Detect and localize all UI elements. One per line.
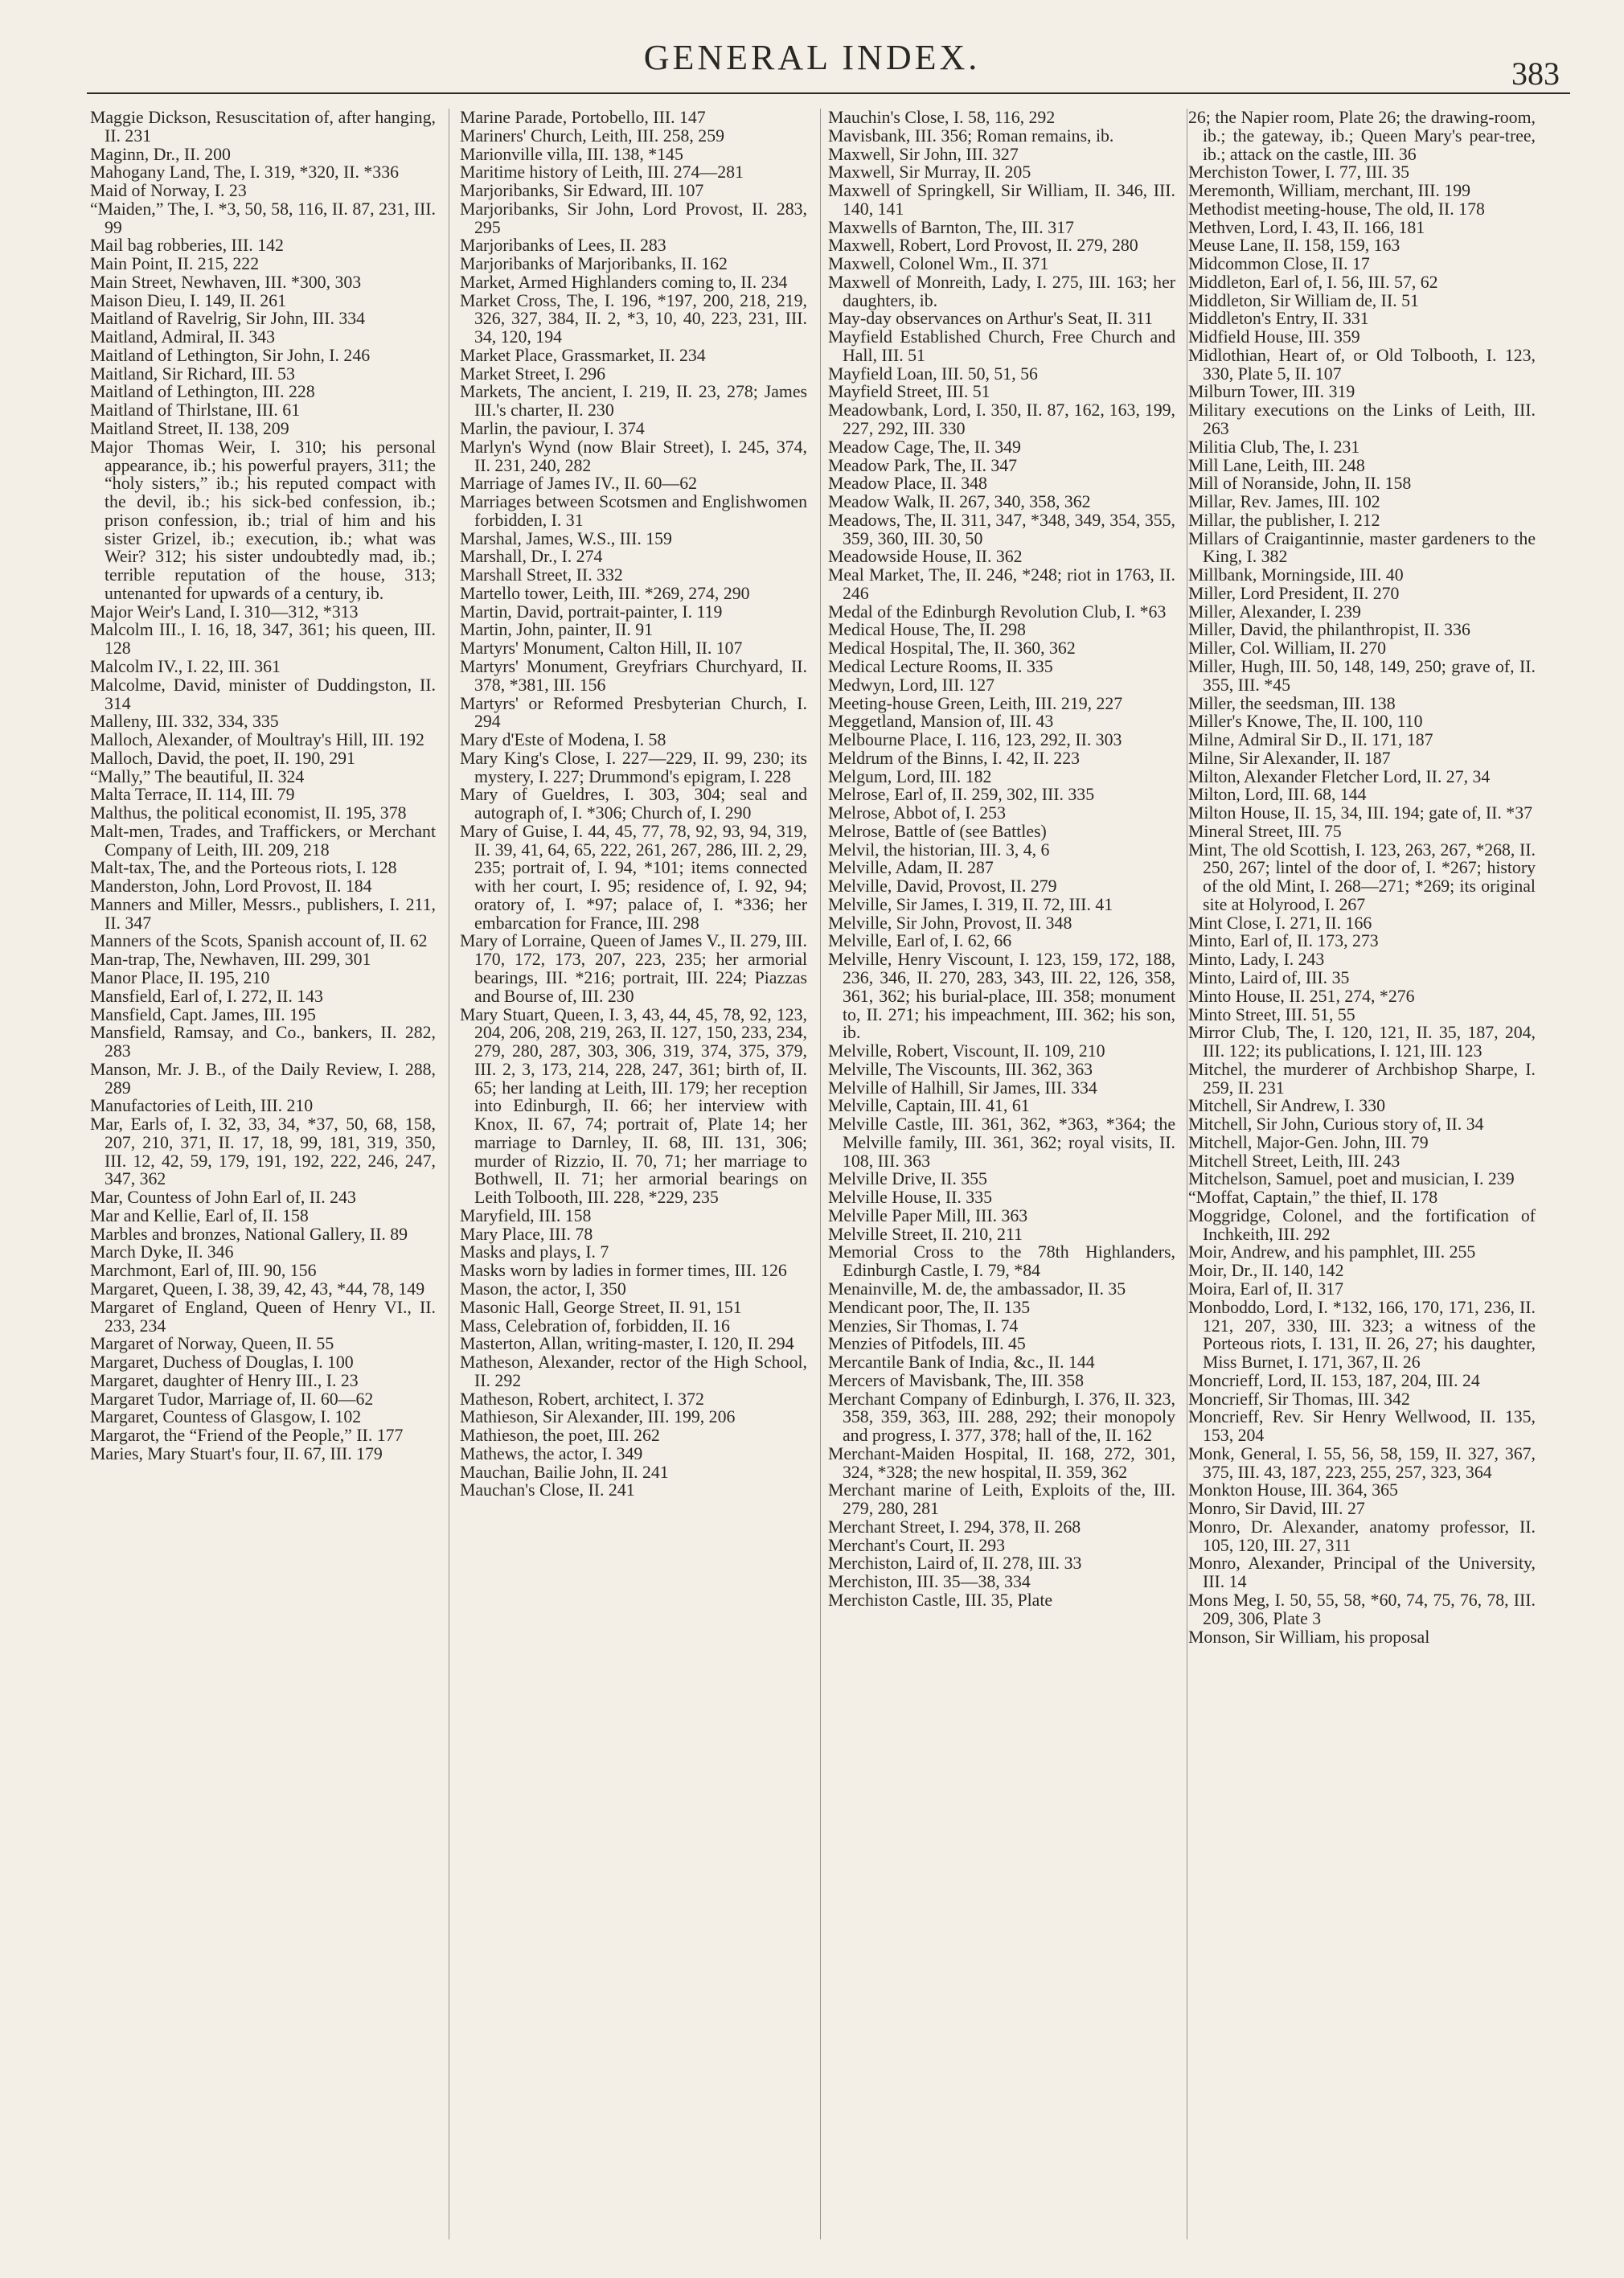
- index-entry: Margaret of England, Queen of Henry VI., II. 233, 234: [90, 1297, 436, 1336]
- index-entry: Melbourne Place, I. 116, 123, 292, II. 303: [828, 730, 1122, 750]
- index-entry: Mitchell, Sir Andrew, I. 330: [1188, 1096, 1385, 1116]
- index-entry: Miller, Hugh, III. 50, 148, 149, 250; grave of, II. 355, III. *45: [1188, 656, 1536, 695]
- index-entry: Margaret Tudor, Marriage of, II. 60—62: [90, 1389, 374, 1409]
- index-entry: Mariners' Church, Leith, III. 258, 259: [460, 125, 724, 146]
- index-entry: Melville, Sir James, I. 319, II. 72, III. 41: [828, 894, 1113, 914]
- index-entry: Marjoribanks of Lees, II. 283: [460, 236, 666, 256]
- index-entry: Medical Lecture Rooms, II. 335: [828, 656, 1053, 676]
- index-entry: Martyrs' Monument, Calton Hill, II. 107: [460, 638, 743, 659]
- index-entry: Major Thomas Weir, I. 310; his personal appearance, ib.; his powerful prayers, 311; the “holy sisters,” ib.; his reputed compact with the devil, ib.; his sick-bed confession, ib.; prison confession, ib.; trial of him and his sister Grizel, ib.; execution, ib.; what was Weir? 312; his sister undoubtedly mad, ib.; terrible reputation of the house, 313; untenanted for upwards of a century, ib.: [90, 437, 436, 603]
- index-entry: Maginn, Dr., II. 200: [90, 144, 231, 164]
- index-entry: Miller, Col. William, II. 270: [1188, 638, 1387, 659]
- index-entry: Margarot, the “Friend of the People,” II. 177: [90, 1426, 404, 1446]
- index-entry: Mail bag robberies, III. 142: [90, 236, 284, 256]
- index-entry: Main Street, Newhaven, III. *300, 303: [90, 272, 362, 292]
- index-entry: Militia Club, The, I. 231: [1188, 437, 1360, 457]
- index-entry: Maxwell, Robert, Lord Provost, II. 279, 280: [828, 236, 1138, 256]
- index-entry: Milton, Alexander Fletcher Lord, II. 27, 34: [1188, 766, 1491, 786]
- index-entry: Milton House, II. 15, 34, III. 194; gate of, II. *37: [1188, 803, 1532, 823]
- column-divider: [820, 109, 821, 2239]
- index-entry: Meadow Place, II. 348: [828, 474, 987, 494]
- index-entry: Moggridge, Colonel, and the fortification of Inchkeith, III. 292: [1188, 1205, 1536, 1244]
- index-entry: Marriages between Scotsmen and Englishwomen forbidden, I. 31: [460, 492, 807, 530]
- index-entry: Melville Castle, III. 361, 362, *363, *364; the Melville family, III. 361, 362; royal visits, II. 108, III. 363: [828, 1114, 1175, 1171]
- index-entry: Maitland of Thirlstane, III. 61: [90, 400, 301, 421]
- index-entry: Martin, John, painter, II. 91: [460, 620, 654, 640]
- index-entry: Merchiston Castle, III. 35, Plate: [828, 1590, 1053, 1611]
- index-entry: Mary King's Close, I. 227—229, II. 99, 230; its mystery, I. 227; Drummond's epigram, I. 228: [460, 748, 807, 786]
- index-entry: Miller, Lord President, II. 270: [1188, 583, 1400, 603]
- index-entry: “Mally,” The beautiful, II. 324: [90, 766, 305, 786]
- index-entry: Mercantile Bank of India, &c., II. 144: [828, 1352, 1095, 1373]
- index-entry: Medal of the Edinburgh Revolution Club, I. *63: [828, 601, 1167, 622]
- index-entry: Maryfield, III. 158: [460, 1205, 592, 1225]
- index-entry: Merchant's Court, II. 293: [828, 1535, 1006, 1555]
- index-entry: Market Place, Grassmarket, II. 234: [460, 345, 706, 365]
- index-entry: Mons Meg, I. 50, 55, 58, *60, 74, 75, 76, 78, III. 209, 306, Plate 3: [1188, 1590, 1536, 1628]
- index-entry: Methodist meeting-house, The old, II. 178: [1188, 199, 1485, 219]
- index-entry: Melville, Robert, Viscount, II. 109, 210: [828, 1041, 1105, 1061]
- index-entry: Mary d'Este of Modena, I. 58: [460, 730, 666, 750]
- index-entry: Mansfield, Ramsay, and Co., bankers, II. 282, 283: [90, 1023, 436, 1061]
- index-entry: Monro, Dr. Alexander, anatomy professor, II. 105, 120, III. 27, 311: [1188, 1517, 1536, 1555]
- index-entry: Middleton's Entry, II. 331: [1188, 309, 1369, 329]
- index-entry: Mendicant poor, The, II. 135: [828, 1297, 1031, 1317]
- index-entry: Meadows, The, II. 311, 347, *348, 349, 354, 355, 359, 360, III. 30, 50: [828, 510, 1175, 548]
- index-entry: Menzies of Pitfodels, III. 45: [828, 1334, 1026, 1354]
- index-entry: Mar and Kellie, Earl of, II. 158: [90, 1205, 309, 1225]
- index-entry: Margaret, Duchess of Douglas, I. 100: [90, 1352, 354, 1373]
- index-entry: Manderston, John, Lord Provost, II. 184: [90, 876, 372, 897]
- index-entry: Minto Street, III. 51, 55: [1188, 1004, 1355, 1024]
- index-entry: Merchant Street, I. 294, 378, II. 268: [828, 1517, 1081, 1537]
- index-entry: Mauchin's Close, I. 58, 116, 292: [828, 109, 1056, 127]
- index-entry: Marshal, James, W.S., III. 159: [460, 528, 672, 548]
- index-entry: Matheson, Alexander, rector of the High School, II. 292: [460, 1352, 807, 1390]
- index-entry: Midlothian, Heart of, or Old Tolbooth, I. 123, 330, Plate 5, II. 107: [1188, 345, 1536, 384]
- index-entry: Maries, Mary Stuart's four, II. 67, III. 179: [90, 1443, 383, 1463]
- index-entry: Mavisbank, III. 356; Roman remains, ib.: [828, 125, 1114, 146]
- index-entry: Malcolm III., I. 16, 18, 347, 361; his queen, III. 128: [90, 620, 436, 659]
- index-entry: Monkton House, III. 364, 365: [1188, 1480, 1398, 1500]
- index-entry: Manners of the Scots, Spanish account of, II. 62: [90, 931, 428, 951]
- index-entry: Mill of Noranside, John, II. 158: [1188, 474, 1412, 494]
- index-entry: Mirror Club, The, I. 120, 121, II. 35, 187, 204, III. 122; its publications, I. 121, III. 123: [1188, 1023, 1536, 1061]
- index-entry: Masterton, Allan, writing-master, I. 120, II. 294: [460, 1334, 794, 1354]
- index-entry: Melville of Halhill, Sir James, III. 334: [828, 1077, 1097, 1098]
- index-entry: “Maiden,” The, I. *3, 50, 58, 116, II. 87, 231, III. 99: [90, 199, 436, 237]
- index-entry: Mary of Lorraine, Queen of James V., II. 279, III. 170, 172, 173, 207, 223, 235; her armorial bearings, III. *216; portrait, III. 224; Piazzas and Bourse of, III. 230: [460, 931, 807, 1006]
- index-entry: Maison Dieu, I. 149, II. 261: [90, 290, 286, 310]
- index-entry: Market Street, I. 296: [460, 363, 605, 384]
- index-entry: Mansfield, Capt. James, III. 195: [90, 1004, 316, 1024]
- index-entry: Marbles and bronzes, National Gallery, II. 89: [90, 1224, 408, 1244]
- index-entry: Mass, Celebration of, forbidden, II. 16: [460, 1315, 730, 1336]
- index-entry: Malt-men, Trades, and Traffickers, or Merchant Company of Leith, III. 209, 218: [90, 821, 436, 860]
- index-entry: Maitland Street, II. 138, 209: [90, 419, 289, 439]
- index-entry: Manson, Mr. J. B., of the Daily Review, I. 288, 289: [90, 1059, 436, 1098]
- index-entry: Medical Hospital, The, II. 360, 362: [828, 638, 1076, 659]
- index-entry: Miller, Alexander, I. 239: [1188, 601, 1361, 622]
- index-entry: Millar, the publisher, I. 212: [1188, 510, 1380, 530]
- index-entry: Marriage of James IV., II. 60—62: [460, 474, 697, 494]
- index-entry: Manor Place, II. 195, 210: [90, 967, 270, 987]
- index-entry: Milne, Sir Alexander, II. 187: [1188, 748, 1391, 768]
- index-entry: Mauchan, Bailie John, II. 241: [460, 1462, 669, 1482]
- index-entry: Malleny, III. 332, 334, 335: [90, 712, 279, 732]
- index-entry: Main Point, II. 215, 222: [90, 254, 260, 274]
- index-entry: Meggetland, Mansion of, III. 43: [828, 712, 1054, 732]
- index-entry: Martin, David, portrait-painter, I. 119: [460, 601, 723, 622]
- index-entry: Melrose, Abbot of, I. 253: [828, 803, 1006, 823]
- index-entry: Meuse Lane, II. 158, 159, 163: [1188, 236, 1400, 256]
- index-entry: Malloch, Alexander, of Moultray's Hill, III. 192: [90, 730, 424, 750]
- index-entry: Mar, Earls of, I. 32, 33, 34, *37, 50, 68, 158, 207, 210, 371, II. 17, 18, 99, 181, 319, 350, III. 12, 42, 59, 179, 191, 192, 222, 246, 247, 347, 362: [90, 1114, 436, 1189]
- index-entry: Melville, Sir John, Provost, II. 348: [828, 913, 1072, 933]
- index-entry: Melville, Captain, III. 41, 61: [828, 1096, 1030, 1116]
- index-entry: Medwyn, Lord, III. 127: [828, 675, 995, 695]
- index-entry: Marjoribanks of Marjoribanks, II. 162: [460, 254, 728, 274]
- index-entry: Methven, Lord, I. 43, II. 166, 181: [1188, 217, 1425, 237]
- index-entry: Merchiston Tower, I. 77, III. 35: [1188, 162, 1410, 183]
- index-entry: Marshall, Dr., I. 274: [460, 547, 603, 567]
- index-entry: Masks worn by ladies in former times, III. 126: [460, 1261, 787, 1281]
- index-entry: Market, Armed Highlanders coming to, II. 234: [460, 272, 788, 292]
- index-entry: Margaret, Countess of Glasgow, I. 102: [90, 1407, 362, 1427]
- index-entry: Minto, Earl of, II. 173, 273: [1188, 931, 1379, 951]
- index-entry: Meldrum of the Binns, I. 42, II. 223: [828, 748, 1080, 768]
- index-entry: Margaret, daughter of Henry III., I. 23: [90, 1370, 359, 1390]
- index-column-4: [1188, 109, 1536, 2247]
- index-entry: Milne, Admiral Sir D., II. 171, 187: [1188, 730, 1433, 750]
- index-entry: Merchant-Maiden Hospital, II. 168, 272, 301, 324, *328; the new hospital, II. 359, 362: [828, 1443, 1175, 1482]
- index-entry: Midcommon Close, II. 17: [1188, 254, 1370, 274]
- index-entry: Melrose, Battle of (see Battles): [828, 821, 1047, 841]
- index-entry: Moncrieff, Sir Thomas, III. 342: [1188, 1389, 1410, 1409]
- index-entry: Merchant Company of Edinburgh, I. 376, II. 323, 358, 359, 363, III. 288, 292; their monopoly and progress, I. 377, 378; hall of the, II. 162: [828, 1389, 1175, 1446]
- index-entry: Maggie Dickson, Resuscitation of, after hanging, II. 231: [90, 109, 436, 146]
- index-entry: Melville, David, Provost, II. 279: [828, 876, 1057, 897]
- index-entry: Miller, the seedsman, III. 138: [1188, 693, 1396, 713]
- index-entry: Monro, Sir David, III. 27: [1188, 1499, 1365, 1519]
- index-entry: Monson, Sir William, his proposal: [1188, 1627, 1430, 1647]
- index-column-2: [460, 109, 807, 2247]
- index-entry: Mary of Gueldres, I. 303, 304; seal and autograph of, I. *306; Church of, I. 290: [460, 785, 807, 823]
- index-entry: Melrose, Earl of, II. 259, 302, III. 335: [828, 785, 1095, 805]
- index-entry: Malta Terrace, II. 114, III. 79: [90, 785, 295, 805]
- index-entry: Marine Parade, Portobello, III. 147: [460, 109, 706, 127]
- index-entry: Mineral Street, III. 75: [1188, 821, 1342, 841]
- index-entry: Maritime history of Leith, III. 274—281: [460, 162, 744, 183]
- index-entry: Manners and Miller, Messrs., publishers, I. 211, II. 347: [90, 894, 436, 933]
- index-entry: Mayfield Loan, III. 50, 51, 56: [828, 363, 1038, 384]
- index-entry: Merchiston, Laird of, II. 278, III. 33: [828, 1554, 1082, 1574]
- index-entry: Meadow Walk, II. 267, 340, 358, 362: [828, 492, 1091, 512]
- index-entry: Melvil, the historian, III. 3, 4, 6: [828, 839, 1050, 860]
- index-entry: Marlin, the paviour, I. 374: [460, 419, 645, 439]
- index-entry: Moir, Dr., II. 140, 142: [1188, 1261, 1344, 1281]
- index-entry: Marionville villa, III. 138, *145: [460, 144, 683, 164]
- index-entry: Margaret, Queen, I. 38, 39, 42, 43, *44, 78, 149: [90, 1279, 425, 1299]
- index-entry: Maxwells of Barnton, The, III. 317: [828, 217, 1074, 237]
- index-entry: Melville House, II. 335: [828, 1188, 993, 1208]
- index-entry: Meal Market, The, II. 246, *248; riot in 1763, II. 246: [828, 565, 1175, 603]
- index-entry: Mary Stuart, Queen, I. 3, 43, 44, 45, 78, 92, 123, 204, 206, 208, 219, 263, II. 127, 150, 233, 234, 279, 280, 287, 303, 306, 319, 374, 375, 379, III. 2, 3, 173, 214, 228, 247, 361; birth of, II. 65; her landing at Leith, III. 179; her reception into Edinburgh, II. 66; her interview with Knox, II. 67, 74; portrait of, Plate 14; her marriage to Darnley, II. 68, III. 131, 306; murder of Rizzio, II. 70, 71; her marriage to Bothwell, II. 71; her armorial bearings on Leith Tolbooth, III. 228, *229, 235: [460, 1004, 807, 1208]
- index-entry: Mauchan's Close, II. 241: [460, 1480, 635, 1500]
- index-entry: Maxwell, Sir Murray, II. 205: [828, 162, 1031, 183]
- index-entry: Millar, Rev. James, III. 102: [1188, 492, 1380, 512]
- index-entry: Maitland of Lethington, Sir John, I. 246: [90, 345, 371, 365]
- index-entry: Mary of Guise, I. 44, 45, 77, 78, 92, 93, 94, 319, II. 39, 41, 64, 65, 222, 261, 267, 286, III. 2, 29, 235; portrait of, I. 94, *101; items connected with her court, I. 95; residence of, I. 92, 94; oratory of, I. *97; palace of, I. *336; her embarcation for France, III. 298: [460, 821, 807, 933]
- index-entry: Monk, General, I. 55, 56, 58, 159, II. 327, 367, 375, III. 43, 187, 223, 255, 257, 323, 364: [1188, 1443, 1536, 1482]
- index-entry: Miller's Knowe, The, II. 100, 110: [1188, 712, 1423, 732]
- index-entry: Major Weir's Land, I. 310—312, *313: [90, 601, 359, 622]
- header-rule: [87, 92, 1570, 94]
- index-entry: Moncrieff, Lord, II. 153, 187, 204, III. 24: [1188, 1370, 1480, 1390]
- index-entry: Malcolm IV., I. 22, III. 361: [90, 656, 281, 676]
- index-entry: Mayfield Street, III. 51: [828, 382, 990, 402]
- index-column-3: [828, 109, 1175, 2247]
- index-entry: Malcolme, David, minister of Duddingston, II. 314: [90, 675, 436, 713]
- index-entry: Malloch, David, the poet, II. 190, 291: [90, 748, 355, 768]
- index-entry: Moncrieff, Rev. Sir Henry Wellwood, II. 135, 153, 204: [1188, 1407, 1536, 1446]
- index-entry: Mitchell, Major-Gen. John, III. 79: [1188, 1132, 1429, 1152]
- index-entry: Maitland of Ravelrig, Sir John, III. 334: [90, 309, 366, 329]
- index-entry: Maxwell, Sir John, III. 327: [828, 144, 1019, 164]
- index-column-1: [90, 109, 436, 2247]
- index-entry: Malthus, the political economist, II. 195, 378: [90, 803, 407, 823]
- index-entry: Margaret of Norway, Queen, II. 55: [90, 1334, 334, 1354]
- index-entry: Mint Close, I. 271, II. 166: [1188, 913, 1372, 933]
- index-entry: Markets, The ancient, I. 219, II. 23, 278; James III.'s charter, II. 230: [460, 382, 807, 421]
- index-entry: Medical House, The, II. 298: [828, 620, 1026, 640]
- index-entry: Mint, The old Scottish, I. 123, 263, 267, *268, II. 250, 267; lintel of the door of, I. *267; history of the old Mint, I. 268—271; *269; its original site at Holyrood, I. 267: [1188, 839, 1536, 914]
- index-entry: Midfield House, III. 359: [1188, 327, 1360, 347]
- index-entry: Maitland, Sir Richard, III. 53: [90, 363, 295, 384]
- index-entry: Mitchel, the murderer of Archbishop Sharpe, I. 259, II. 231: [1188, 1059, 1536, 1098]
- index-entry: Meadow Cage, The, II. 349: [828, 437, 1021, 457]
- index-entry: Mathieson, Sir Alexander, III. 199, 206: [460, 1407, 736, 1427]
- index-entry: Melville, Henry Viscount, I. 123, 159, 172, 188, 236, 346, II. 270, 283, 343, III. 22, 126, 358, 361, 362; his burial-place, III. 358; monument to, II. 271; his impeachment, III. 362; his son, ib.: [828, 950, 1175, 1043]
- index-entry: Masks and plays, I. 7: [460, 1242, 609, 1262]
- index-entry: Monboddo, Lord, I. *132, 166, 170, 171, 236, II. 121, 207, 330, III. 323; a witness of the Porteous riots, I. 131, II. 26, 27; his daughter, Miss Burnet, I. 171, 367, II. 26: [1188, 1297, 1536, 1373]
- index-entry: Masonic Hall, George Street, II. 91, 151: [460, 1297, 742, 1317]
- index-entry: Military executions on the Links of Leith, III. 263: [1188, 400, 1536, 439]
- index-entry: Monro, Alexander, Principal of the University, III. 14: [1188, 1554, 1536, 1592]
- index-entry: Melgum, Lord, III. 182: [828, 766, 992, 786]
- index-entry: Mercers of Mavisbank, The, III. 358: [828, 1370, 1084, 1390]
- index-entry: Marjoribanks, Sir John, Lord Provost, II. 283, 295: [460, 199, 807, 237]
- index-entry: Minto House, II. 251, 274, *276: [1188, 986, 1415, 1006]
- index-entry: May-day observances on Arthur's Seat, II. 311: [828, 309, 1153, 329]
- index-entry: Miller, David, the philanthropist, II. 336: [1188, 620, 1470, 640]
- index-entry: Maid of Norway, I. 23: [90, 181, 247, 201]
- index-entry: Melville Paper Mill, III. 363: [828, 1205, 1028, 1225]
- index-entry: Mitchelson, Samuel, poet and musician, I. 239: [1188, 1169, 1515, 1189]
- index-entry: Millars of Craigantinnie, master gardeners to the King, I. 382: [1188, 528, 1536, 567]
- page-title: GENERAL INDEX.: [643, 38, 981, 77]
- index-entry: Minto, Lady, I. 243: [1188, 950, 1325, 970]
- index-entry: Melville, The Viscounts, III. 362, 363: [828, 1059, 1093, 1079]
- index-entry: Moira, Earl of, II. 317: [1188, 1279, 1344, 1299]
- index-entry: Memorial Cross to the 78th Highlanders, Edinburgh Castle, I. 79, *84: [828, 1242, 1175, 1281]
- index-entry: Maxwell, Colonel Wm., II. 371: [828, 254, 1049, 274]
- index-entry: Martello tower, Leith, III. *269, 274, 290: [460, 583, 750, 603]
- index-entry: Mary Place, III. 78: [460, 1224, 593, 1244]
- index-entry: Malt-tax, The, and the Porteous riots, I. 128: [90, 858, 397, 878]
- index-entry: Milton, Lord, III. 68, 144: [1188, 785, 1367, 805]
- index-entry: 26; the Napier room, Plate 26; the drawing-room, ib.; the gateway, ib.; Queen Mary's pear-tree, ib.; attack on the castle, III. 36: [1188, 109, 1536, 164]
- index-entry: Menainville, M. de, the ambassador, II. 35: [828, 1279, 1126, 1299]
- index-entry: Meadow Park, The, II. 347: [828, 455, 1018, 475]
- index-entry: Mansfield, Earl of, I. 272, II. 143: [90, 986, 323, 1006]
- index-entry: Mason, the actor, I, 350: [460, 1279, 626, 1299]
- index-entry: Maxwell of Springkell, Sir William, II. 346, III. 140, 141: [828, 181, 1175, 219]
- index-entry: Mill Lane, Leith, III. 248: [1188, 455, 1365, 475]
- index-entry: Middleton, Sir William de, II. 51: [1188, 290, 1419, 310]
- index-entry: Mathews, the actor, I. 349: [460, 1443, 643, 1463]
- index-entry: Merchiston, III. 35—38, 334: [828, 1572, 1031, 1592]
- index-entry: Martyrs' or Reformed Presbyterian Church, I. 294: [460, 693, 807, 732]
- index-entry: “Moffat, Captain,” the thief, II. 178: [1188, 1188, 1438, 1208]
- index-entry: Meremonth, William, merchant, III. 199: [1188, 181, 1471, 201]
- index-entry: Matheson, Robert, architect, I. 372: [460, 1389, 704, 1409]
- index-entry: Manufactories of Leith, III. 210: [90, 1096, 314, 1116]
- index-entry: Maitland of Lethington, III. 228: [90, 382, 315, 402]
- index-entry: Mitchell Street, Leith, III. 243: [1188, 1151, 1400, 1171]
- index-entry: Martyrs' Monument, Greyfriars Churchyard, II. 378, *381, III. 156: [460, 656, 807, 695]
- index-entry: Merchant marine of Leith, Exploits of the, III. 279, 280, 281: [828, 1480, 1175, 1519]
- index-entry: Melville Drive, II. 355: [828, 1169, 987, 1189]
- index-entry: Middleton, Earl of, I. 56, III. 57, 62: [1188, 272, 1438, 292]
- index-entry: Melville, Adam, II. 287: [828, 858, 994, 878]
- index-entry: Mahogany Land, The, I. 319, *320, II. *336: [90, 162, 399, 183]
- index-entry: Man-trap, The, Newhaven, III. 299, 301: [90, 950, 371, 970]
- page-number: 383: [1511, 55, 1560, 92]
- index-entry: Mar, Countess of John Earl of, II. 243: [90, 1188, 356, 1208]
- index-entry: Maitland, Admiral, II. 343: [90, 327, 276, 347]
- index-entry: Melville Street, II. 210, 211: [828, 1224, 1023, 1244]
- index-entry: March Dyke, II. 346: [90, 1242, 234, 1262]
- index-entry: Meadowside House, II. 362: [828, 547, 1023, 567]
- index-entry: Mathieson, the poet, III. 262: [460, 1426, 660, 1446]
- index-entry: Minto, Laird of, III. 35: [1188, 967, 1350, 987]
- index-entry: Mitchell, Sir John, Curious story of, II. 34: [1188, 1114, 1484, 1135]
- index-entry: Meeting-house Green, Leith, III. 219, 227: [828, 693, 1123, 713]
- index-entry: Millbank, Morningside, III. 40: [1188, 565, 1404, 585]
- index-entry: Market Cross, The, I. 196, *197, 200, 218, 219, 326, 327, 384, II. 2, *3, 10, 40, 223, 231, III. 34, 120, 194: [460, 290, 807, 347]
- index-entry: Marshall Street, II. 332: [460, 565, 623, 585]
- index-entry: Moir, Andrew, and his pamphlet, III. 255: [1188, 1242, 1476, 1262]
- index-entry: Menzies, Sir Thomas, I. 74: [828, 1315, 1019, 1336]
- index-entry: Milburn Tower, III. 319: [1188, 382, 1355, 402]
- index-entry: Marchmont, Earl of, III. 90, 156: [90, 1261, 317, 1281]
- index-entry: Marlyn's Wynd (now Blair Street), I. 245, 374, II. 231, 240, 282: [460, 437, 807, 475]
- index-entry: Maxwell of Monreith, Lady, I. 275, III. 163; her daughters, ib.: [828, 272, 1175, 310]
- index-entry: Melville, Earl of, I. 62, 66: [828, 931, 1012, 951]
- index-entry: Meadowbank, Lord, I. 350, II. 87, 162, 163, 199, 227, 292, III. 330: [828, 400, 1175, 439]
- index-entry: Mayfield Established Church, Free Church and Hall, III. 51: [828, 327, 1175, 365]
- index-entry: Marjoribanks, Sir Edward, III. 107: [460, 181, 704, 201]
